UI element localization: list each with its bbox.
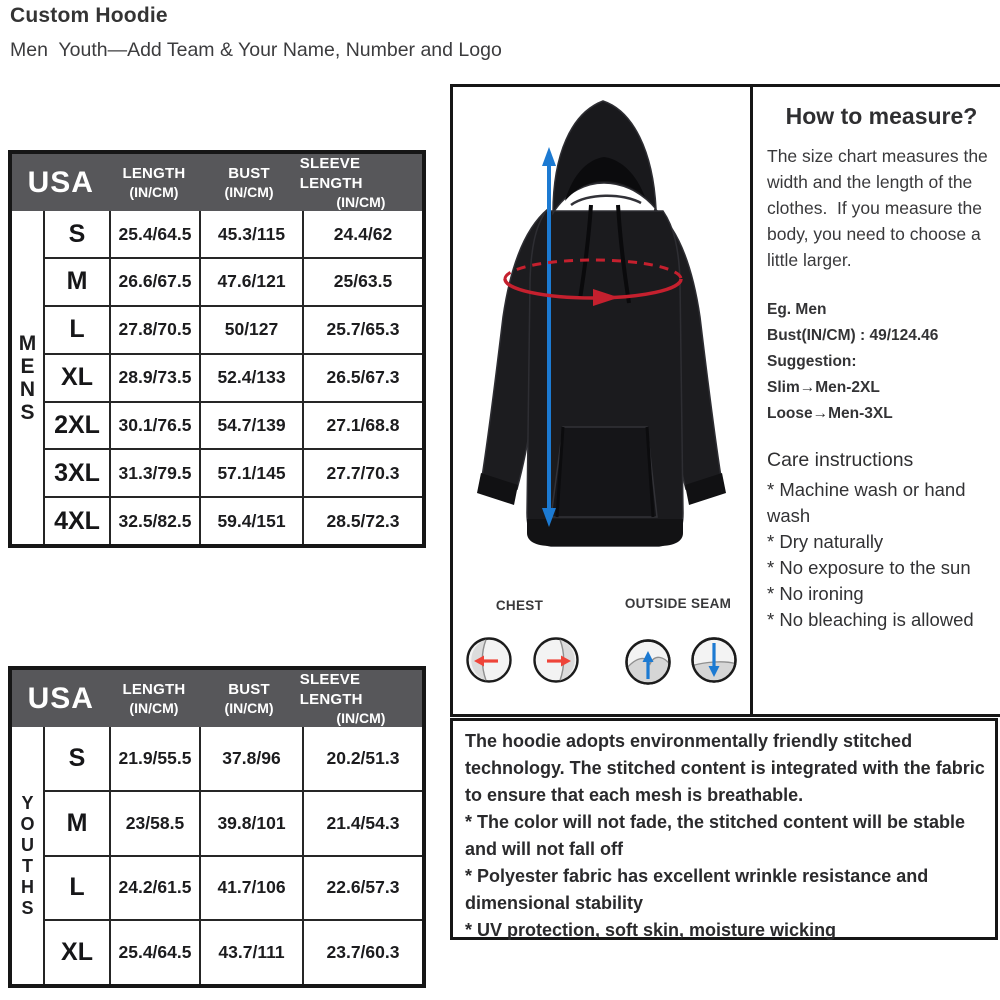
column-header-label: LENGTH	[122, 164, 186, 182]
table-header-row	[12, 670, 422, 727]
product-subtitle: Men Youth—Add Team & Your Name, Number and Logo	[10, 39, 502, 61]
column-header	[300, 154, 422, 211]
size-cell: XL	[45, 355, 111, 401]
chest-label: CHEST	[495, 598, 544, 613]
table-body	[12, 727, 422, 984]
measurement-cell: 27.1/68.8	[326, 414, 400, 435]
side-label-letter: O	[20, 813, 35, 834]
product-description-panel	[450, 718, 998, 940]
table-rows	[45, 727, 422, 984]
measurement-cell: 25.4/64.5	[111, 921, 201, 984]
column-header	[110, 680, 199, 718]
size-table-row	[45, 259, 422, 307]
measurement-cell: 45.3/115	[201, 211, 304, 257]
measurement-cell: 57.1/145	[201, 450, 304, 496]
chest-measure-right-icon	[532, 636, 580, 684]
measurement-cell: 23/58.5	[111, 792, 201, 855]
size-cell: 2XL	[45, 403, 111, 449]
size-cell: 4XL	[45, 498, 111, 544]
measurement-cell: 25/63.5	[333, 271, 393, 292]
youths-size-table	[8, 666, 426, 988]
column-header-label: SLEEVE LENGTH	[299, 671, 363, 708]
hoodie-product-image	[453, 89, 750, 561]
column-header-unit: (IN/CM)	[336, 710, 386, 726]
sizing-example-block	[767, 297, 996, 427]
size-cell: XL	[45, 921, 111, 984]
measurement-cell: 54.7/139	[201, 403, 304, 449]
measurement-cell: 22.6/57.3	[326, 877, 400, 898]
measurement-cell: 28.9/73.5	[111, 355, 201, 401]
measurement-cell: 31.3/79.5	[111, 450, 201, 496]
measurement-cell: 50/127	[201, 307, 304, 353]
size-table-row	[45, 211, 422, 259]
table-header-row	[12, 154, 422, 211]
sizing-example-line: Loose→Men-3XL	[767, 405, 893, 422]
measurement-cell: 26.5/67.3	[326, 367, 400, 388]
side-label-letter: S	[20, 400, 35, 424]
column-header-unit: (IN/CM)	[336, 194, 386, 210]
size-table-row	[45, 921, 422, 984]
side-label-letter: T	[22, 855, 33, 876]
size-table-row	[45, 727, 422, 792]
column-header-label: BUST	[228, 164, 270, 182]
column-header	[300, 670, 422, 727]
description-paragraph: * UV protection, soft skin, moisture wicking	[465, 920, 837, 940]
measurement-cell: 25.7/65.3	[326, 319, 400, 340]
table-body	[12, 211, 422, 544]
description-paragraph: * Polyester fabric has excellent wrinkle resistance and dimensional stability	[465, 866, 934, 913]
side-label-letter: H	[21, 876, 34, 897]
column-header-unit: (IN/CM)	[129, 700, 179, 717]
care-instruction-item: * No exposure to the sun	[767, 557, 971, 578]
hoodie-diagram-cell	[453, 87, 753, 714]
measurement-cell: 27.7/70.3	[326, 462, 400, 483]
vertical-side-label	[12, 211, 45, 544]
outside-seam-up-icon	[624, 638, 672, 686]
measurement-cell: 59.4/151	[201, 498, 304, 544]
size-cell: L	[45, 307, 111, 353]
measurement-cell: 52.4/133	[201, 355, 304, 401]
column-header-usa: USA	[27, 681, 94, 715]
care-instruction-item: * Machine wash or hand wash	[767, 479, 966, 526]
size-cell: S	[45, 727, 111, 790]
column-header	[110, 164, 199, 202]
size-table-row	[45, 857, 422, 922]
size-table-row	[45, 403, 422, 451]
measurement-cell: 41.7/106	[201, 857, 304, 920]
side-label-letter: Y	[21, 792, 34, 813]
column-header-unit: (IN/CM)	[224, 184, 274, 201]
measurement-cell: 32.5/82.5	[111, 498, 201, 544]
column-header-unit: (IN/CM)	[224, 700, 274, 717]
measurement-cell: 43.7/111	[201, 921, 304, 984]
measurement-cell: 24.4/62	[333, 223, 393, 244]
size-cell: L	[45, 857, 111, 920]
size-table-row	[45, 307, 422, 355]
measurement-cell: 23.7/60.3	[326, 942, 400, 963]
product-title: Custom Hoodie	[10, 4, 168, 27]
measurement-cell: 20.2/51.3	[326, 748, 400, 769]
measurement-cell: 25.4/64.5	[111, 211, 201, 257]
measurement-cell: 26.6/67.5	[111, 259, 201, 305]
chest-measure-left-icon	[465, 636, 513, 684]
column-header-usa: USA	[27, 165, 94, 199]
sizing-example-line: Suggestion:	[767, 353, 857, 370]
side-label-letter: E	[20, 354, 35, 378]
mens-size-table	[8, 150, 426, 548]
measurement-cell: 21.9/55.5	[111, 727, 201, 790]
sizing-example-line: Slim→Men-2XL	[767, 379, 880, 396]
size-cell: M	[45, 792, 111, 855]
outside-seam-down-icon	[690, 636, 738, 684]
side-label-letter: U	[21, 834, 34, 855]
how-to-measure-panel	[753, 87, 1000, 714]
outside-seam-label: OUTSIDE SEAM	[624, 596, 732, 611]
measurement-cell: 21.4/54.3	[326, 812, 400, 833]
column-header	[198, 680, 300, 718]
size-table-row	[45, 450, 422, 498]
size-table-row	[45, 498, 422, 544]
care-instructions-title: Care instructions	[767, 449, 914, 471]
measurement-cell: 37.8/96	[201, 727, 304, 790]
column-header-label: SLEEVE LENGTH	[299, 155, 363, 192]
measure-section	[450, 84, 1000, 717]
sizing-example-line: Bust(IN/CM) : 49/124.46	[767, 327, 939, 344]
measurement-cell: 28.5/72.3	[326, 510, 400, 531]
column-header-unit: (IN/CM)	[129, 184, 179, 201]
description-paragraph: * The color will not fade, the stitched content will be stable and will not fall off	[465, 812, 971, 859]
size-table-row	[45, 792, 422, 857]
column-header-label: LENGTH	[122, 680, 186, 698]
kangaroo-pocket	[551, 427, 657, 517]
column-header-label: BUST	[228, 680, 270, 698]
care-instructions-list	[767, 477, 996, 633]
measurement-cell: 39.8/101	[201, 792, 304, 855]
care-instruction-item: * No bleaching is allowed	[767, 609, 974, 630]
side-label-letter: S	[21, 897, 34, 918]
care-instruction-item: * Dry naturally	[767, 531, 884, 552]
side-label-letter: M	[18, 331, 37, 355]
size-cell: M	[45, 259, 111, 305]
measurement-cell: 27.8/70.5	[111, 307, 201, 353]
care-instruction-item: * No ironing	[767, 583, 864, 604]
measurement-cell: 47.6/121	[201, 259, 304, 305]
how-to-measure-description: The size chart measures the width and the length of the clothes. If you measure the body, you need to choose a little larger.	[767, 146, 993, 270]
side-label-letter: N	[19, 377, 36, 401]
column-header	[198, 164, 300, 202]
measurement-cell: 30.1/76.5	[111, 403, 201, 449]
measurement-cell: 24.2/61.5	[111, 857, 201, 920]
description-paragraph: The hoodie adopts environmentally friendly stitched technology. The stitched content is integrated with the fabric to ensure that each mesh is breathable.	[465, 731, 990, 805]
size-table-row	[45, 355, 422, 403]
product-header	[10, 4, 502, 62]
hoodie-shape	[477, 101, 726, 546]
sizing-example-line: Eg. Men	[767, 301, 827, 318]
table-rows	[45, 211, 422, 544]
size-cell: 3XL	[45, 450, 111, 496]
size-cell: S	[45, 211, 111, 257]
how-to-measure-title: How to measure?	[785, 103, 978, 129]
vertical-side-label	[12, 727, 45, 984]
